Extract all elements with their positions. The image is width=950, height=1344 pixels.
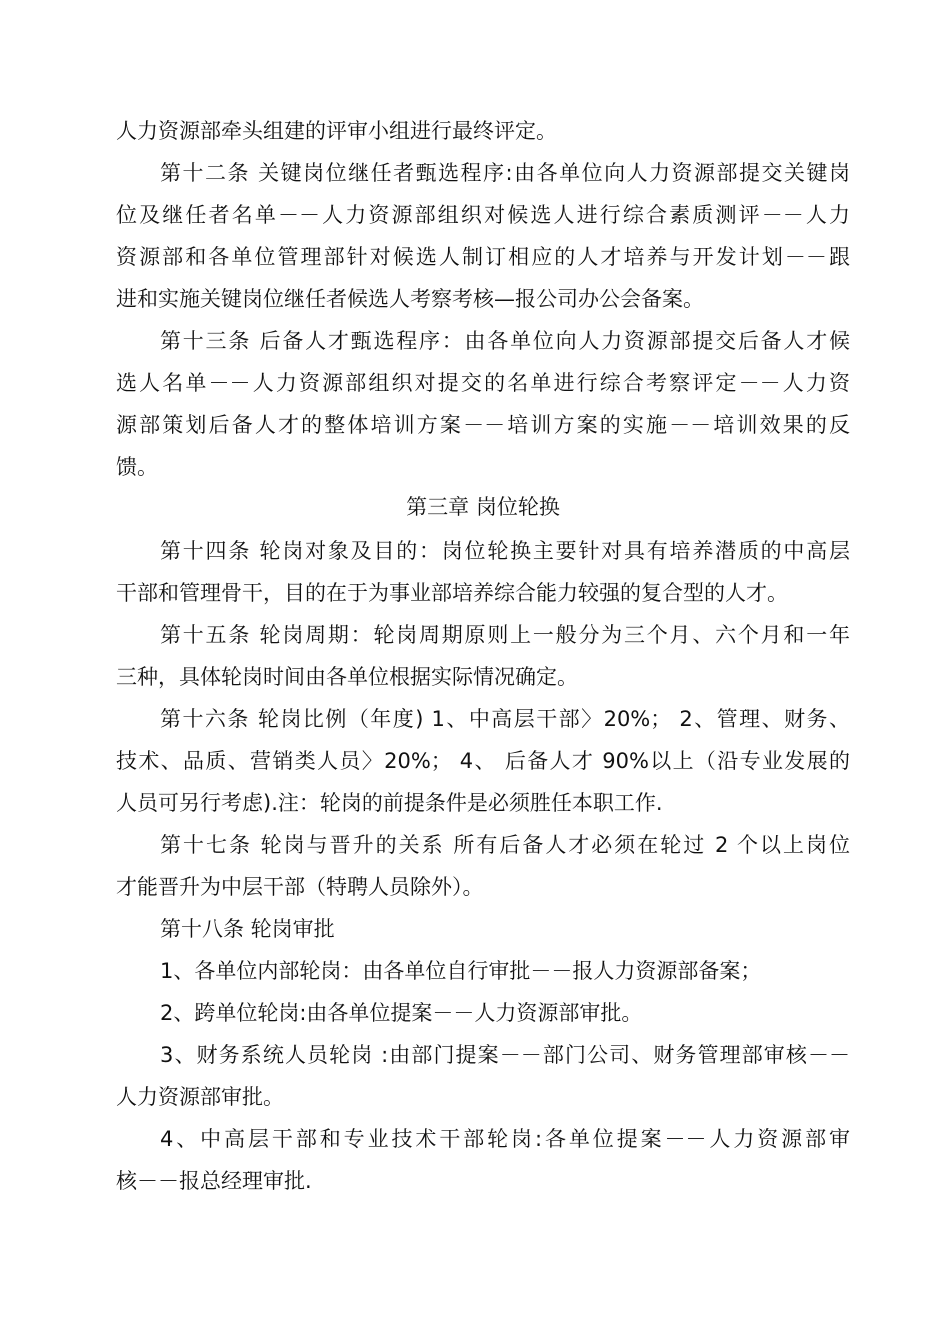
list-item: 2、跨单位轮岗:由各单位提案－－人力资源部审批。	[160, 1001, 643, 1025]
article-15-heading-line: 第十五条 轮岗周期：轮岗周期原则上一般分为三个月、六个月和一年	[160, 623, 850, 647]
text-line: 馈。	[116, 455, 158, 479]
article-13-heading-line: 第十三条 后备人才甄选程序：由各单位向人力资源部提交后备人才候	[160, 329, 850, 353]
article-17-heading-line: 第十七条 轮岗与晋升的关系 所有后备人才必须在轮过 2 个以上岗位	[160, 833, 850, 857]
text-line: 才能晋升为中层干部（特聘人员除外）。	[116, 875, 484, 899]
list-item: 4、中高层干部和专业技术干部轮岗:各单位提案－－人力资源部审	[160, 1127, 850, 1151]
text-line: 人员可另行考虑).注：轮岗的前提条件是必须胜任本职工作.	[116, 791, 663, 815]
list-item: 1、各单位内部轮岗：由各单位自行审批－－报人力资源部备案；	[160, 959, 762, 983]
text-line: 进和实施关键岗位继任者候选人考察考核—报公司办公会备案。	[116, 287, 704, 311]
article-16-heading-line: 第十六条 轮岗比例（年度) 1、中高层干部〉20%； 2、管理、财务、	[160, 707, 850, 731]
text-line: 人力资源部牵头组建的评审小组进行最终评定。	[116, 119, 557, 143]
text-line: 位及继任者名单－－人力资源部组织对候选人进行综合素质测评－－人力	[116, 203, 850, 227]
text-line: 三种，具体轮岗时间由各单位根据实际情况确定。	[116, 665, 578, 689]
text-line: 人力资源部审批。	[116, 1085, 284, 1109]
text-line: 选人名单－－人力资源部组织对提交的名单进行综合考察评定－－人力资	[116, 371, 850, 395]
text-line: 源部策划后备人才的整体培训方案－－培训方案的实施－－培训效果的反	[116, 413, 850, 437]
article-12-heading-line: 第十二条 关键岗位继任者甄选程序:由各单位向人力资源部提交关键岗	[160, 161, 850, 185]
article-18-heading-line: 第十八条 轮岗审批	[160, 917, 335, 941]
list-item: 3、财务系统人员轮岗 :由部门提案－－部门公司、财务管理部审核－－	[160, 1043, 850, 1067]
article-14-heading-line: 第十四条 轮岗对象及目的：岗位轮换主要针对具有培养潜质的中高层	[160, 539, 850, 563]
text-line: 资源部和各单位管理部针对候选人制订相应的人才培养与开发计划－－跟	[116, 245, 850, 269]
chapter-title: 第三章 岗位轮换	[406, 495, 560, 519]
text-line: 技术、品质、营销类人员〉20%； 4、 后备人才 90%以上（沿专业发展的	[116, 749, 850, 773]
text-line: 核－－报总经理审批.	[116, 1169, 312, 1193]
text-line: 干部和管理骨干，目的在于为事业部培养综合能力较强的复合型的人才。	[116, 581, 788, 605]
